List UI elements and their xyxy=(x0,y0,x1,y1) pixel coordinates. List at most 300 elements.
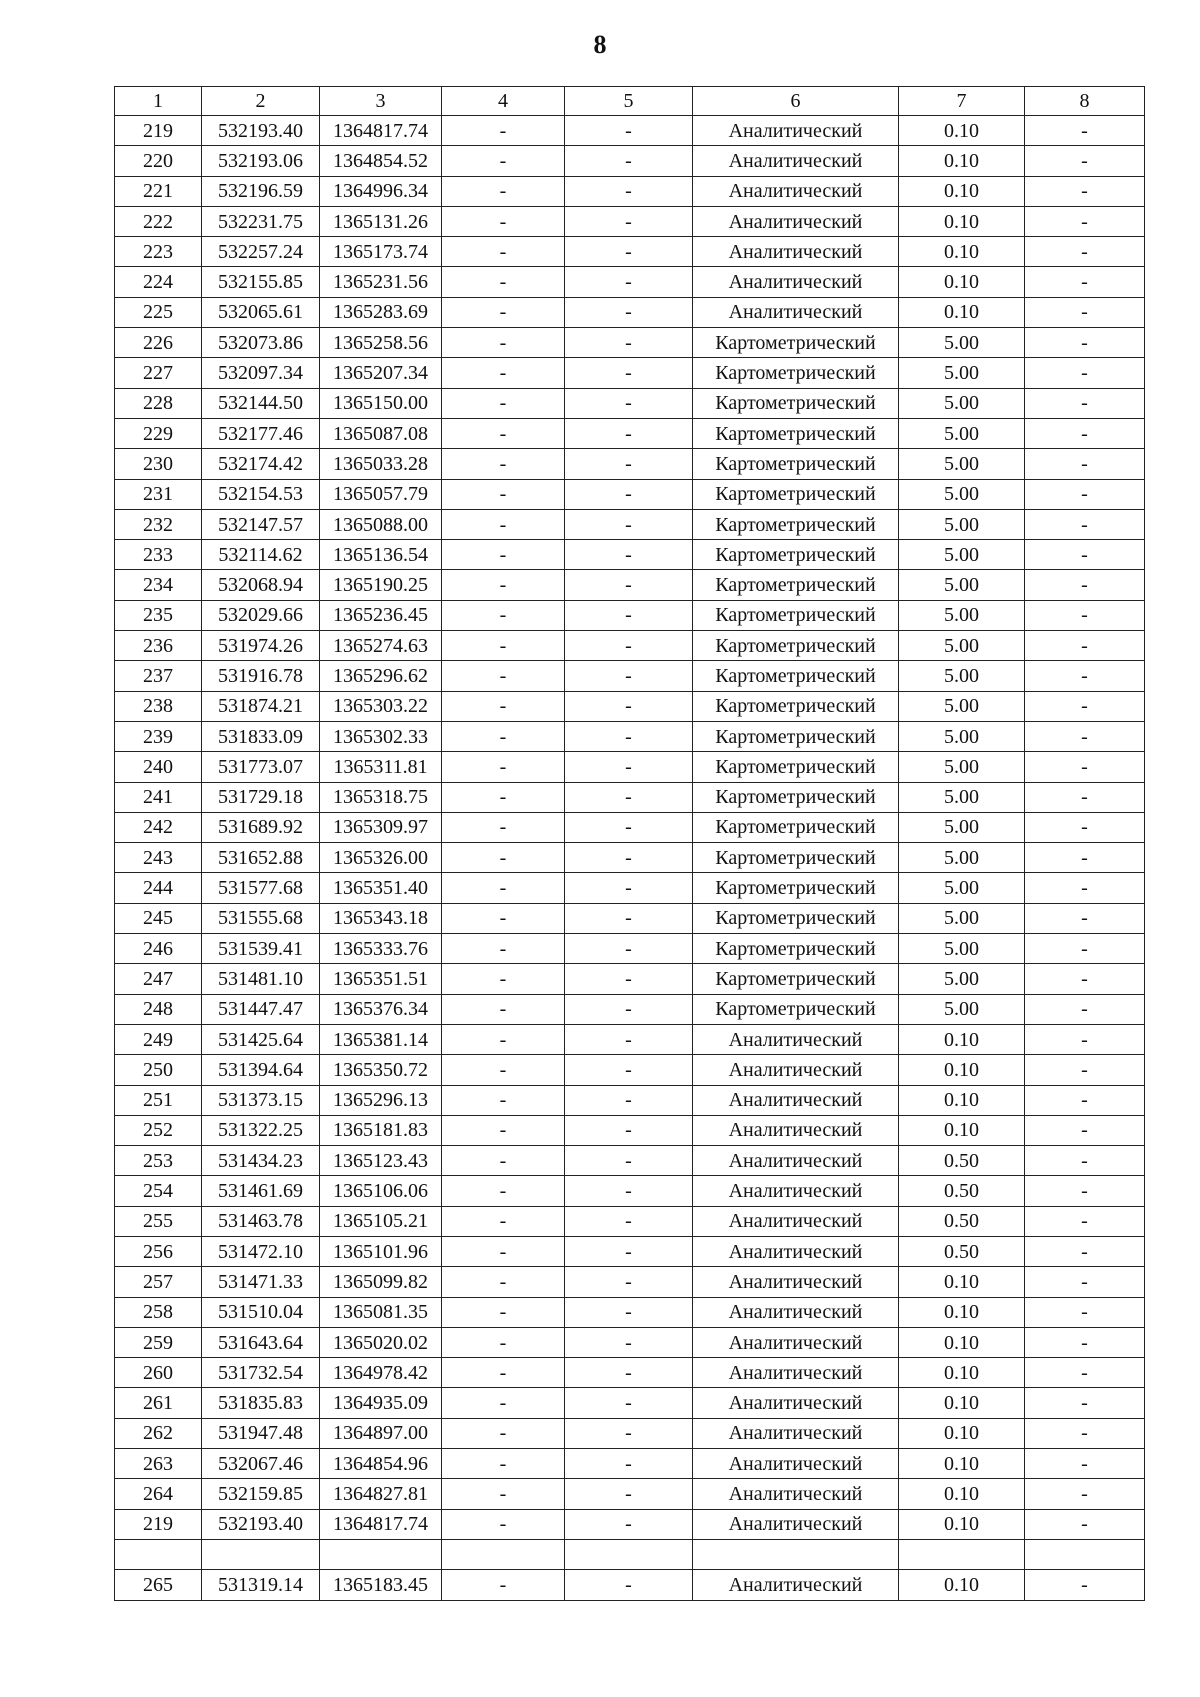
table-cell: - xyxy=(442,328,565,358)
table-cell: 229 xyxy=(115,418,202,448)
table-cell: 248 xyxy=(115,994,202,1024)
table-cell: - xyxy=(565,176,693,206)
table-cell: 244 xyxy=(115,873,202,903)
table-cell: Аналитический xyxy=(693,1206,899,1236)
table-cell: 1365181.83 xyxy=(320,1115,442,1145)
table-cell: - xyxy=(442,1509,565,1539)
table-cell: - xyxy=(442,721,565,751)
table-cell: 1365258.56 xyxy=(320,328,442,358)
header-row xyxy=(115,87,1145,116)
table-row xyxy=(115,934,1145,964)
table-cell: 1365343.18 xyxy=(320,903,442,933)
table-cell: - xyxy=(442,691,565,721)
table-cell: - xyxy=(565,509,693,539)
table-cell: - xyxy=(565,1024,693,1054)
table-cell: - xyxy=(565,1388,693,1418)
table-cell: - xyxy=(1025,206,1145,236)
table-cell: 1365351.40 xyxy=(320,873,442,903)
table-cell: - xyxy=(565,1267,693,1297)
table-cell: 0.10 xyxy=(899,1267,1025,1297)
table-cell: 532073.86 xyxy=(202,328,320,358)
table-cell: 1365333.76 xyxy=(320,934,442,964)
table-row xyxy=(115,1024,1145,1054)
table-cell: 1365020.02 xyxy=(320,1327,442,1357)
table-cell: 532154.53 xyxy=(202,479,320,509)
table-cell: 1365101.96 xyxy=(320,1236,442,1266)
table-cell: - xyxy=(1025,1327,1145,1357)
table-cell: 531373.15 xyxy=(202,1085,320,1115)
table-cell: 5.00 xyxy=(899,358,1025,388)
table-row xyxy=(115,176,1145,206)
table-cell: - xyxy=(565,1509,693,1539)
table-cell: Картометрический xyxy=(693,782,899,812)
table-cell: Аналитический xyxy=(693,1358,899,1388)
table-cell: 1365350.72 xyxy=(320,1055,442,1085)
table-cell: - xyxy=(1025,1176,1145,1206)
table-cell: - xyxy=(565,600,693,630)
table-cell: - xyxy=(1025,600,1145,630)
table-cell: - xyxy=(565,358,693,388)
table-row xyxy=(115,691,1145,721)
table-cell: - xyxy=(1025,752,1145,782)
table-cell: - xyxy=(1025,1570,1145,1600)
table-cell: - xyxy=(442,661,565,691)
table-cell: 1364978.42 xyxy=(320,1358,442,1388)
table-cell xyxy=(1025,1539,1145,1569)
table-cell: 1365311.81 xyxy=(320,752,442,782)
table-cell: - xyxy=(442,600,565,630)
table-cell: - xyxy=(565,206,693,236)
table-cell: 0.10 xyxy=(899,1024,1025,1054)
table-cell: Аналитический xyxy=(693,1570,899,1600)
table-cell: 531874.21 xyxy=(202,691,320,721)
table-cell: - xyxy=(565,964,693,994)
table-cell: 246 xyxy=(115,934,202,964)
table-cell: - xyxy=(1025,1297,1145,1327)
table-cell: - xyxy=(1025,1358,1145,1388)
table-cell: - xyxy=(442,1479,565,1509)
table-cell: - xyxy=(442,1024,565,1054)
table-cell: - xyxy=(1025,1024,1145,1054)
header-cell: 3 xyxy=(320,87,442,116)
table-cell: Аналитический xyxy=(693,1509,899,1539)
table-cell: 236 xyxy=(115,631,202,661)
table-cell: Аналитический xyxy=(693,237,899,267)
table-cell: 1365326.00 xyxy=(320,843,442,873)
table-cell: 531394.64 xyxy=(202,1055,320,1085)
table-row xyxy=(115,1236,1145,1266)
table-cell: Аналитический xyxy=(693,1146,899,1176)
table-cell: 224 xyxy=(115,267,202,297)
table-cell: 1365173.74 xyxy=(320,237,442,267)
table-cell: 0.10 xyxy=(899,206,1025,236)
header-cell: 8 xyxy=(1025,87,1145,116)
table-cell: 0.10 xyxy=(899,146,1025,176)
table-cell: Картометрический xyxy=(693,600,899,630)
header-cell: 7 xyxy=(899,87,1025,116)
table-cell: - xyxy=(442,782,565,812)
page-number: 8 xyxy=(593,30,607,59)
table-cell: - xyxy=(565,1297,693,1327)
table-cell: 1365309.97 xyxy=(320,812,442,842)
table-cell: 531539.41 xyxy=(202,934,320,964)
table-cell: Картометрический xyxy=(693,812,899,842)
table-row xyxy=(115,116,1145,146)
table-cell: 1364817.74 xyxy=(320,1509,442,1539)
table-cell: - xyxy=(565,116,693,146)
table-row xyxy=(115,388,1145,418)
table-row xyxy=(115,1327,1145,1357)
table-row xyxy=(115,267,1145,297)
table-cell: - xyxy=(565,661,693,691)
table-cell: 531916.78 xyxy=(202,661,320,691)
table-cell: - xyxy=(1025,873,1145,903)
table-cell: 531472.10 xyxy=(202,1236,320,1266)
table-cell: - xyxy=(565,449,693,479)
table-cell: - xyxy=(1025,964,1145,994)
table-row xyxy=(115,418,1145,448)
table-cell: - xyxy=(1025,1146,1145,1176)
table-row xyxy=(115,509,1145,539)
table-cell: Аналитический xyxy=(693,1479,899,1509)
table-cell: 228 xyxy=(115,388,202,418)
table-row xyxy=(115,812,1145,842)
table-cell: 531471.33 xyxy=(202,1267,320,1297)
table-cell: - xyxy=(1025,994,1145,1024)
table-cell: Аналитический xyxy=(693,1449,899,1479)
table-cell: 1365105.21 xyxy=(320,1206,442,1236)
table-cell: - xyxy=(442,1388,565,1418)
table-cell: 5.00 xyxy=(899,570,1025,600)
table-cell: - xyxy=(565,934,693,964)
table-cell: - xyxy=(565,1146,693,1176)
header-cell: 1 xyxy=(115,87,202,116)
table-cell: 0.10 xyxy=(899,1055,1025,1085)
table-cell: - xyxy=(442,934,565,964)
table-row xyxy=(115,206,1145,236)
table-cell: Картометрический xyxy=(693,721,899,751)
table-cell: - xyxy=(442,1327,565,1357)
table-cell: 0.50 xyxy=(899,1206,1025,1236)
table-cell: - xyxy=(442,1055,565,1085)
table-cell: 1365303.22 xyxy=(320,691,442,721)
table-cell: - xyxy=(442,388,565,418)
table-cell: 531833.09 xyxy=(202,721,320,751)
table-cell: 532068.94 xyxy=(202,570,320,600)
table-cell: - xyxy=(1025,146,1145,176)
table-cell: - xyxy=(565,994,693,1024)
table-cell: - xyxy=(1025,1206,1145,1236)
table-cell xyxy=(202,1539,320,1569)
table-cell: 0.10 xyxy=(899,1570,1025,1600)
table-cell: 5.00 xyxy=(899,964,1025,994)
table-cell: 531447.47 xyxy=(202,994,320,1024)
table-cell: 5.00 xyxy=(899,873,1025,903)
table-cell: 532114.62 xyxy=(202,540,320,570)
table-cell: - xyxy=(565,903,693,933)
table-row xyxy=(115,1418,1145,1448)
table-cell: 219 xyxy=(115,116,202,146)
table-cell: 1364827.81 xyxy=(320,1479,442,1509)
table-cell: 532174.42 xyxy=(202,449,320,479)
table-row xyxy=(115,631,1145,661)
table-row xyxy=(115,964,1145,994)
table-cell: 531425.64 xyxy=(202,1024,320,1054)
table-cell: - xyxy=(442,297,565,327)
table-cell: Картометрический xyxy=(693,509,899,539)
table-cell: - xyxy=(442,479,565,509)
table-cell: - xyxy=(565,691,693,721)
table-cell: 245 xyxy=(115,903,202,933)
table-cell: 237 xyxy=(115,661,202,691)
table-cell: 1365150.00 xyxy=(320,388,442,418)
table-cell: - xyxy=(442,540,565,570)
table-cell: - xyxy=(565,479,693,509)
table-cell: - xyxy=(565,1449,693,1479)
header-cell: 4 xyxy=(442,87,565,116)
table-cell: 221 xyxy=(115,176,202,206)
table-cell: - xyxy=(442,1267,565,1297)
table-cell: Картометрический xyxy=(693,903,899,933)
table-cell: 1364817.74 xyxy=(320,116,442,146)
table-cell: Аналитический xyxy=(693,1388,899,1418)
table-cell: - xyxy=(565,721,693,751)
table-cell: - xyxy=(1025,237,1145,267)
table-cell: - xyxy=(1025,1115,1145,1145)
table-cell: Аналитический xyxy=(693,1236,899,1266)
table-cell: - xyxy=(442,176,565,206)
table-cell: - xyxy=(565,1176,693,1206)
table-cell xyxy=(693,1539,899,1569)
table-cell: 230 xyxy=(115,449,202,479)
table-row xyxy=(115,1358,1145,1388)
table-cell: - xyxy=(442,509,565,539)
table-row xyxy=(115,297,1145,327)
table-cell: 260 xyxy=(115,1358,202,1388)
table-cell xyxy=(442,1539,565,1569)
table-cell: 5.00 xyxy=(899,540,1025,570)
table-cell: 227 xyxy=(115,358,202,388)
table-row xyxy=(115,449,1145,479)
table-cell: Аналитический xyxy=(693,297,899,327)
table-cell: - xyxy=(565,267,693,297)
table-cell: 1365231.56 xyxy=(320,267,442,297)
table-cell: - xyxy=(1025,267,1145,297)
table-cell: Аналитический xyxy=(693,1176,899,1206)
table-cell: 1365318.75 xyxy=(320,782,442,812)
table-cell: - xyxy=(1025,1479,1145,1509)
table-cell: 531577.68 xyxy=(202,873,320,903)
table-cell: 532193.40 xyxy=(202,116,320,146)
table-cell: - xyxy=(442,903,565,933)
table-cell: 259 xyxy=(115,1327,202,1357)
table-cell: 531461.69 xyxy=(202,1176,320,1206)
table-cell: Аналитический xyxy=(693,1327,899,1357)
table-cell: 1365087.08 xyxy=(320,418,442,448)
table-cell: 1365088.00 xyxy=(320,509,442,539)
table-cell: - xyxy=(1025,1388,1145,1418)
table-cell: 532159.85 xyxy=(202,1479,320,1509)
table-cell: 5.00 xyxy=(899,752,1025,782)
table-cell: - xyxy=(1025,1418,1145,1448)
table-cell: 265 xyxy=(115,1570,202,1600)
table-cell: Аналитический xyxy=(693,176,899,206)
table-cell: - xyxy=(1025,631,1145,661)
table-cell: Картометрический xyxy=(693,570,899,600)
table-cell: - xyxy=(1025,721,1145,751)
table-cell: - xyxy=(565,843,693,873)
table-cell: - xyxy=(1025,1509,1145,1539)
table-row xyxy=(115,479,1145,509)
table-cell: - xyxy=(442,418,565,448)
table-cell: - xyxy=(442,146,565,176)
table-cell: 1365081.35 xyxy=(320,1297,442,1327)
table-cell: Картометрический xyxy=(693,964,899,994)
table-cell: 261 xyxy=(115,1388,202,1418)
table-cell: 262 xyxy=(115,1418,202,1448)
table-cell: - xyxy=(565,1327,693,1357)
table-cell: 532144.50 xyxy=(202,388,320,418)
table-row xyxy=(115,1570,1145,1600)
header-cell: 6 xyxy=(693,87,899,116)
table-cell: - xyxy=(442,994,565,1024)
table-row xyxy=(115,1509,1145,1539)
table-cell: 531510.04 xyxy=(202,1297,320,1327)
table-cell: - xyxy=(1025,418,1145,448)
table-cell: 532065.61 xyxy=(202,297,320,327)
table-cell: 1365283.69 xyxy=(320,297,442,327)
table-cell: 235 xyxy=(115,600,202,630)
table-cell: - xyxy=(1025,328,1145,358)
table-cell: 258 xyxy=(115,1297,202,1327)
table-cell: 264 xyxy=(115,1479,202,1509)
table-cell: 531555.68 xyxy=(202,903,320,933)
table-cell: Картометрический xyxy=(693,479,899,509)
table-cell: 5.00 xyxy=(899,903,1025,933)
table-cell: 531643.64 xyxy=(202,1327,320,1357)
table-cell: 532193.40 xyxy=(202,1509,320,1539)
table-cell: 1365236.45 xyxy=(320,600,442,630)
table-cell: 0.10 xyxy=(899,1327,1025,1357)
table-row xyxy=(115,1388,1145,1418)
table-cell: 1365296.13 xyxy=(320,1085,442,1115)
table-cell: 5.00 xyxy=(899,449,1025,479)
table-cell: 254 xyxy=(115,1176,202,1206)
table-cell: 5.00 xyxy=(899,812,1025,842)
table-cell: - xyxy=(565,782,693,812)
table-cell: Картометрический xyxy=(693,752,899,782)
table-cell: - xyxy=(442,267,565,297)
table-row xyxy=(115,661,1145,691)
table-cell: 532155.85 xyxy=(202,267,320,297)
table-cell: 233 xyxy=(115,540,202,570)
table-cell: - xyxy=(1025,782,1145,812)
table-cell: Картометрический xyxy=(693,449,899,479)
table-cell: 531434.23 xyxy=(202,1146,320,1176)
table-cell xyxy=(115,1539,202,1569)
table-cell: - xyxy=(442,631,565,661)
table-cell: 0.50 xyxy=(899,1236,1025,1266)
table-cell: - xyxy=(565,1055,693,1085)
table-cell: 232 xyxy=(115,509,202,539)
table-row xyxy=(115,843,1145,873)
table-cell: Картометрический xyxy=(693,328,899,358)
table-cell: Картометрический xyxy=(693,843,899,873)
table-row xyxy=(115,146,1145,176)
table-cell: 531319.14 xyxy=(202,1570,320,1600)
table-cell: 5.00 xyxy=(899,843,1025,873)
table-cell: 531729.18 xyxy=(202,782,320,812)
table-cell: Картометрический xyxy=(693,934,899,964)
table-cell: 1364996.34 xyxy=(320,176,442,206)
table-row xyxy=(115,873,1145,903)
table-cell: 1365099.82 xyxy=(320,1267,442,1297)
table-cell: Картометрический xyxy=(693,661,899,691)
table-row xyxy=(115,1055,1145,1085)
table-cell: Аналитический xyxy=(693,206,899,236)
table-cell xyxy=(565,1539,693,1569)
table-cell: Картометрический xyxy=(693,418,899,448)
table-cell: 1364897.00 xyxy=(320,1418,442,1448)
table-cell: - xyxy=(565,388,693,418)
table-cell: 1365136.54 xyxy=(320,540,442,570)
table-cell xyxy=(320,1539,442,1569)
table-cell: 5.00 xyxy=(899,691,1025,721)
table-row xyxy=(115,1115,1145,1145)
table-cell: 1365123.43 xyxy=(320,1146,442,1176)
table-row xyxy=(115,1449,1145,1479)
table-cell: Аналитический xyxy=(693,1115,899,1145)
table-cell: - xyxy=(442,206,565,236)
table-row xyxy=(115,358,1145,388)
table-cell: - xyxy=(442,812,565,842)
table-cell: - xyxy=(565,146,693,176)
table-cell: Аналитический xyxy=(693,267,899,297)
table-row xyxy=(115,1297,1145,1327)
table-cell: 532029.66 xyxy=(202,600,320,630)
table-cell: Аналитический xyxy=(693,1418,899,1448)
table-cell: 0.10 xyxy=(899,1085,1025,1115)
table-cell: 0.10 xyxy=(899,237,1025,267)
table-cell: - xyxy=(442,1449,565,1479)
table-cell: 5.00 xyxy=(899,509,1025,539)
table-cell: 1365190.25 xyxy=(320,570,442,600)
table-cell: 1364854.96 xyxy=(320,1449,442,1479)
table-cell: 242 xyxy=(115,812,202,842)
table-cell: - xyxy=(442,116,565,146)
table-row xyxy=(115,1267,1145,1297)
table-cell: - xyxy=(1025,388,1145,418)
table-cell: - xyxy=(442,1570,565,1600)
table-cell: 240 xyxy=(115,752,202,782)
table-cell: - xyxy=(442,843,565,873)
table-cell: Картометрический xyxy=(693,873,899,903)
table-cell: 5.00 xyxy=(899,600,1025,630)
table-cell: 1365381.14 xyxy=(320,1024,442,1054)
coordinates-table xyxy=(114,86,1145,1601)
table-cell: 1365296.62 xyxy=(320,661,442,691)
table-cell: - xyxy=(1025,1449,1145,1479)
table-cell: 1365302.33 xyxy=(320,721,442,751)
table-cell: 531732.54 xyxy=(202,1358,320,1388)
table-cell: 531689.92 xyxy=(202,812,320,842)
table-cell: - xyxy=(442,1206,565,1236)
table-cell: 5.00 xyxy=(899,721,1025,751)
table-cell: 5.00 xyxy=(899,994,1025,1024)
table-cell: 0.50 xyxy=(899,1146,1025,1176)
table-cell: 238 xyxy=(115,691,202,721)
table-cell: 532231.75 xyxy=(202,206,320,236)
